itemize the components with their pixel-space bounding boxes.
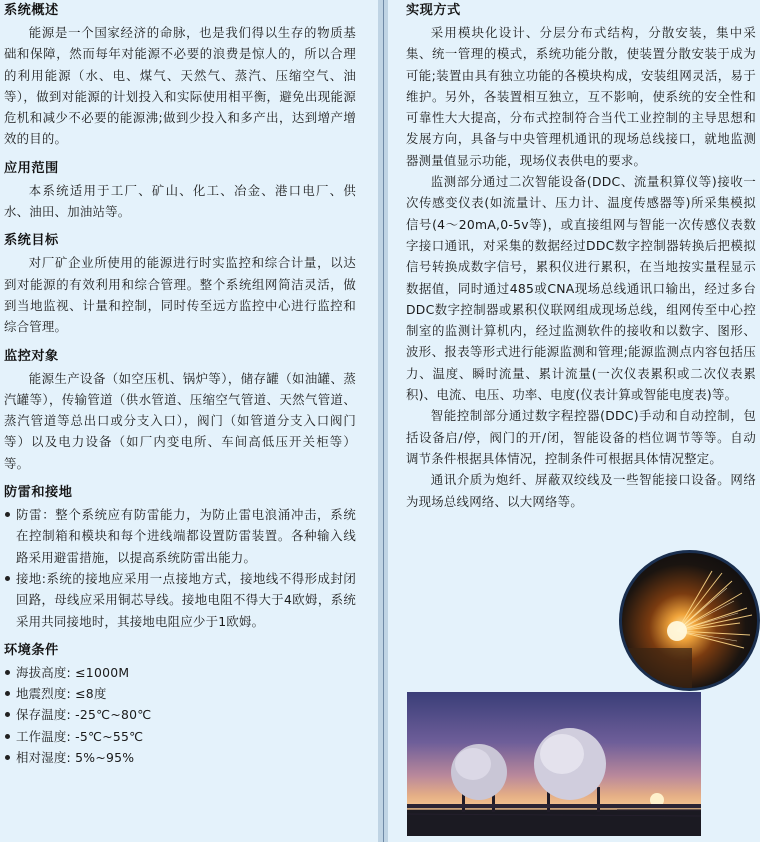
right-column	[406, 0, 756, 520]
section-implementation	[406, 0, 756, 512]
list-item: 地震烈度: ≤8度	[4, 683, 356, 704]
environment-list	[4, 662, 356, 768]
section-goal	[4, 230, 356, 337]
environment-title: 环境条件	[4, 642, 59, 658]
lightning-list	[4, 504, 356, 632]
implementation-paragraph: 通讯介质为炮纤、屏蔽双绞线及一些智能接口设备。网络为现场总线网络、以大网络等。	[406, 472, 756, 509]
section-scope	[4, 158, 356, 223]
scope-title: 应用范围	[4, 160, 59, 176]
list-item: 接地:系统的接地应采用一点接地方式，接地线不得形成封闭回路，母线应采用铜芯导线。接地电阻不得大于4欧姆，系统采用共同接地时，其接地电阻应少于1欧姆。	[4, 568, 356, 632]
targets-body: 能源生产设备（如空压机、锅炉等），储存罐（如油罐、蒸汽罐等），传输管道（供水管道、压缩空气管道、天然气管道、蒸汽管道等总出口或分支入口），阀门（如管道分支入口阀门等）以及电力设备（如厂内变电所、车间高低压开关柜等）等。	[4, 370, 356, 471]
overview-body: 能源是一个国家经济的命脉，也是我们得以生存的物质基础和保障，然而每年对能源不必要的浪费是惊人的，所以合理的利用能源（水、电、煤气、天然气、蒸汽、压缩空气、油等），做到对能源的计划投入和实际使用相平衡，避免出现能源危机和减少不必要的能源沸;做到少投入和多产出，达到增产增效的目的。	[4, 25, 356, 147]
goal-body: 对厂矿企业所使用的能源进行时实监控和综合计量，以达到对能源的有效利用和综合管理。整个系统组网简洁灵活，做到当地监视、计量和控制，同时传至远方监控中心进行监控和综合管理。	[4, 255, 356, 335]
implementation-paragraph: 采用模块化设计、分层分布式结构，分散安装，集中采集、统一管理的模式，系统功能分散，使装置分散安装于成为可能;装置由具有独立功能的各模块构成，安装组网灵活，易于维护。另外，各装置相互独立，互不影响，使系统的安全性和可靠性大大提高，分布式控制符合当代工业控制的主导思想和发展方向，具备与中央管理机通讯的现场总线接口，就地监测器测量值显示功能，现场仪表供电的要求。	[406, 25, 756, 168]
goal-title: 系统目标	[4, 233, 59, 249]
left-column	[4, 0, 356, 776]
list-item: 相对湿度: 5%~95%	[4, 747, 356, 768]
welding-sparks-illustration	[622, 553, 757, 688]
implementation-title: 实现方式	[406, 3, 461, 18]
gas-tanks-photo	[407, 692, 701, 836]
section-lightning	[4, 482, 356, 632]
section-overview	[4, 0, 356, 150]
overview-title: 系统概述	[4, 3, 59, 18]
list-item: 防雷：整个系统应有防雷能力，为防止雷电浪涌冲击，系统在控制箱和模块和每个进线端都设置防雷装置。各种输入线路采用避雷措施，以提高系统防雷出能力。	[4, 504, 356, 568]
list-item: 工作温度: -5℃~55℃	[4, 726, 356, 747]
targets-title: 监控对象	[4, 348, 59, 364]
lightning-title: 防雷和接地	[4, 485, 73, 501]
gas-tanks-illustration	[407, 692, 701, 836]
implementation-paragraph: 监测部分通过二次智能设备(DDC、流量积算仪等)接收一次传感变仪表(如流量计、压力计、温度传感器等)所采集模拟信号(4～20mA,0-5v等)，或直接组网与智能一次传感仪表数字接口通讯，对采集的数据经过DDC数字控制器转换后把模拟信号转换成数字信号，累积仪进行累积，在当地按实量程显示数据值，同时通过485或CNA现场总线通讯口输出，经过多台DDC数字控制器或累积仪联网组成现场总线，组网传至中心控制室的监测计算机内，经过监测软件的接收和以数字、图形、波形、报表等形式进行能源监测和管理;能源监测点内容包括压力、温度、瞬时流量、累计流量(一次仪表累积或二次仪表累积)、电流、电压、功率、电度(仪表计算或智能电度表)等。	[406, 174, 756, 403]
list-item: 保存温度: -25℃~80℃	[4, 704, 356, 725]
welding-sparks-photo	[619, 550, 760, 691]
list-item: 海拔高度: ≤1000M	[4, 662, 356, 683]
implementation-paragraph: 智能控制部分通过数字程控器(DDC)手动和自动控制，包括设备启/停，阀门的开/闭，智能设备的档位调节等等。自动调节条件根据具体情况，控制条件可根据具体情况整定。	[406, 408, 756, 466]
scope-body: 本系统适用于工厂、矿山、化工、冶金、港口电厂、供水、油田、加油站等。	[4, 182, 356, 220]
section-targets	[4, 346, 356, 474]
section-environment	[4, 640, 356, 768]
column-divider-line	[383, 0, 384, 842]
